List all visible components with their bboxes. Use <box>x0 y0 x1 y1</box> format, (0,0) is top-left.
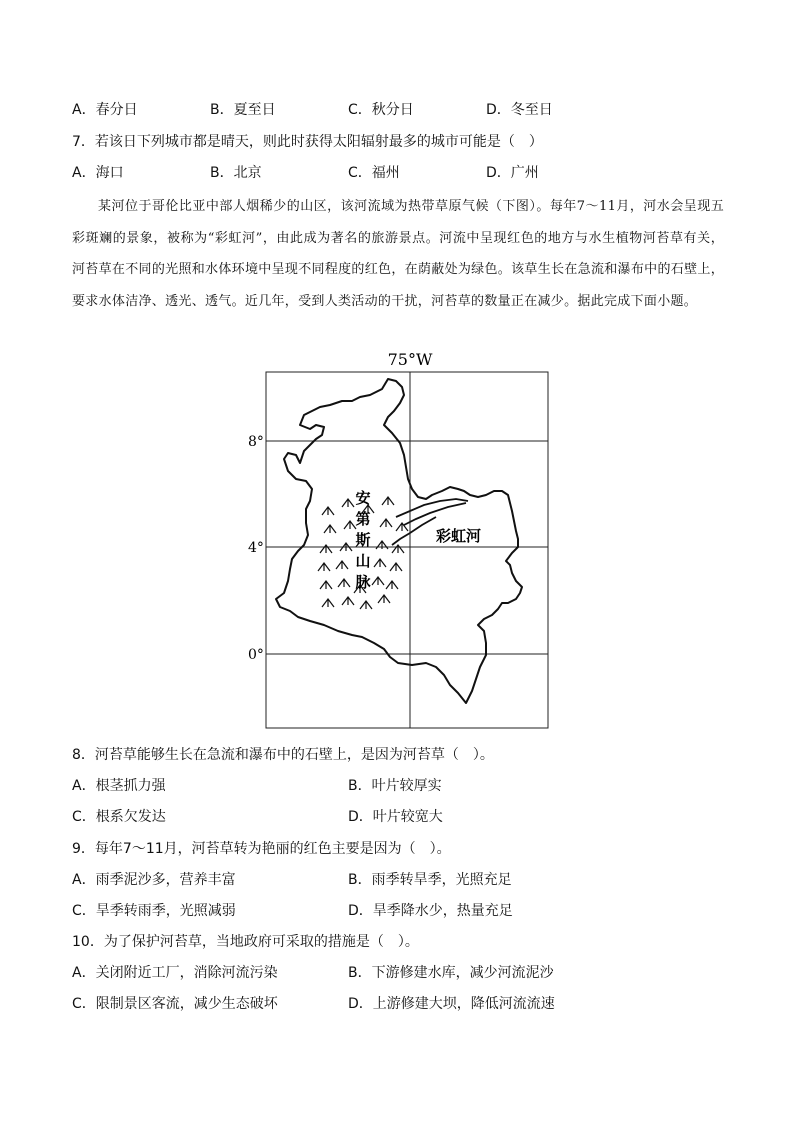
reading-passage: 某河位于哥伦比亚中部人烟稀少的山区，该河流域为热带草原气候（下图）。每年7～11月，河水会呈现五彩斑斓的景象，被称为“彩虹河”，由此成为著名的旅游景点。河流中呈现红色的地方与水生植物河苔草有关，河苔草在不同的光照和水体环境中呈现不同程度的红色，在荫蔽处为绿色。该草生长在急流和瀑布中的石壁上，要求水体洁净、透光、透气。近几年，受到人类活动的干扰，河苔草的数量正在减少。据此完成下面小题。 <box>72 199 724 309</box>
lat-label-8: 8° <box>248 434 264 450</box>
mountain-symbol <box>324 525 336 533</box>
q7-option-b: B．北京 <box>210 165 262 181</box>
q10-option-b: B．下游修建水库，减少河流泥沙 <box>348 965 554 981</box>
andes-label-char: 第 <box>355 510 371 528</box>
mountain-symbol <box>376 541 388 549</box>
q8-option-a: A．根茎抓力强 <box>72 778 166 794</box>
map-frame <box>266 372 548 728</box>
q10-option-c: C．限制景区客流，减少生态破坏 <box>72 996 278 1012</box>
mountain-symbol <box>386 581 398 589</box>
q9-stem: 9．每年7～11月，河苔草转为艳丽的红色主要是因为（ ）。 <box>72 841 451 857</box>
river-branch-lower <box>392 517 436 545</box>
q8-option-c: C．根系欠发达 <box>72 809 166 825</box>
mountain-symbol <box>390 563 402 571</box>
q9-option-c: C．旱季转雨季，光照减弱 <box>72 903 236 919</box>
q7-option-c: C．福州 <box>348 165 400 181</box>
mountain-symbol <box>338 579 350 587</box>
meridian-label: 75°W <box>387 350 433 369</box>
q6-option-b: B．夏至日 <box>210 102 276 118</box>
lat-label-0: 0° <box>248 647 264 663</box>
mountain-symbol <box>392 545 404 553</box>
mountain-symbol <box>374 559 386 567</box>
q10-option-a: A．关闭附近工厂，消除河流污染 <box>72 965 278 981</box>
mountain-symbol <box>382 497 394 505</box>
q8-stem: 8．河苔草能够生长在急流和瀑布中的石壁上，是因为河苔草（ ）。 <box>72 747 494 763</box>
q7-option-a: A．海口 <box>72 165 124 181</box>
river-branch-upper <box>404 503 466 525</box>
mountain-symbol <box>320 545 332 553</box>
mountain-symbol <box>318 563 330 571</box>
q6-option-d: D．冬至日 <box>486 102 553 118</box>
q6-option-a: A．春分日 <box>72 102 138 118</box>
q10-option-d: D．上游修建大坝，降低河流流速 <box>348 996 555 1012</box>
q8-option-d: D．叶片较宽大 <box>348 809 443 825</box>
mountain-symbol <box>342 499 354 507</box>
andes-label-char: 安 <box>355 489 371 507</box>
river-main <box>396 499 468 517</box>
andes-label-char: 山 <box>355 552 371 570</box>
lat-label-4: 4° <box>248 540 264 556</box>
mountain-symbol <box>322 507 334 515</box>
q9-option-a: A．雨季泥沙多，营养丰富 <box>72 872 236 888</box>
mountain-symbol <box>322 599 334 607</box>
mountain-symbol <box>380 519 392 527</box>
q6-option-c: C．秋分日 <box>348 102 414 118</box>
mountain-symbol <box>372 577 384 585</box>
mountain-symbol <box>342 597 354 605</box>
andes-label-char: 脉 <box>355 573 371 591</box>
mountain-symbol <box>336 561 348 569</box>
mountain-symbol <box>320 581 332 589</box>
mountain-symbol <box>378 595 390 603</box>
mountain-symbol <box>344 521 356 529</box>
q8-option-b: B．叶片较厚实 <box>348 778 442 794</box>
q9-option-b: B．雨季转旱季，光照充足 <box>348 872 512 888</box>
q7-option-d: D．广州 <box>486 165 539 181</box>
q7-stem: 7．若该日下列城市都是晴天，则此时获得太阳辐射最多的城市可能是（ ） <box>72 134 543 150</box>
andes-label-char: 斯 <box>355 531 371 549</box>
rainbow-river-label: 彩虹河 <box>436 527 482 545</box>
colombia-map <box>240 345 560 735</box>
mountain-symbol <box>360 601 372 609</box>
q10-stem: 10．为了保护河苔草，当地政府可采取的措施是（ ）。 <box>72 934 419 950</box>
q9-option-d: D．旱季降水少，热量充足 <box>348 903 513 919</box>
